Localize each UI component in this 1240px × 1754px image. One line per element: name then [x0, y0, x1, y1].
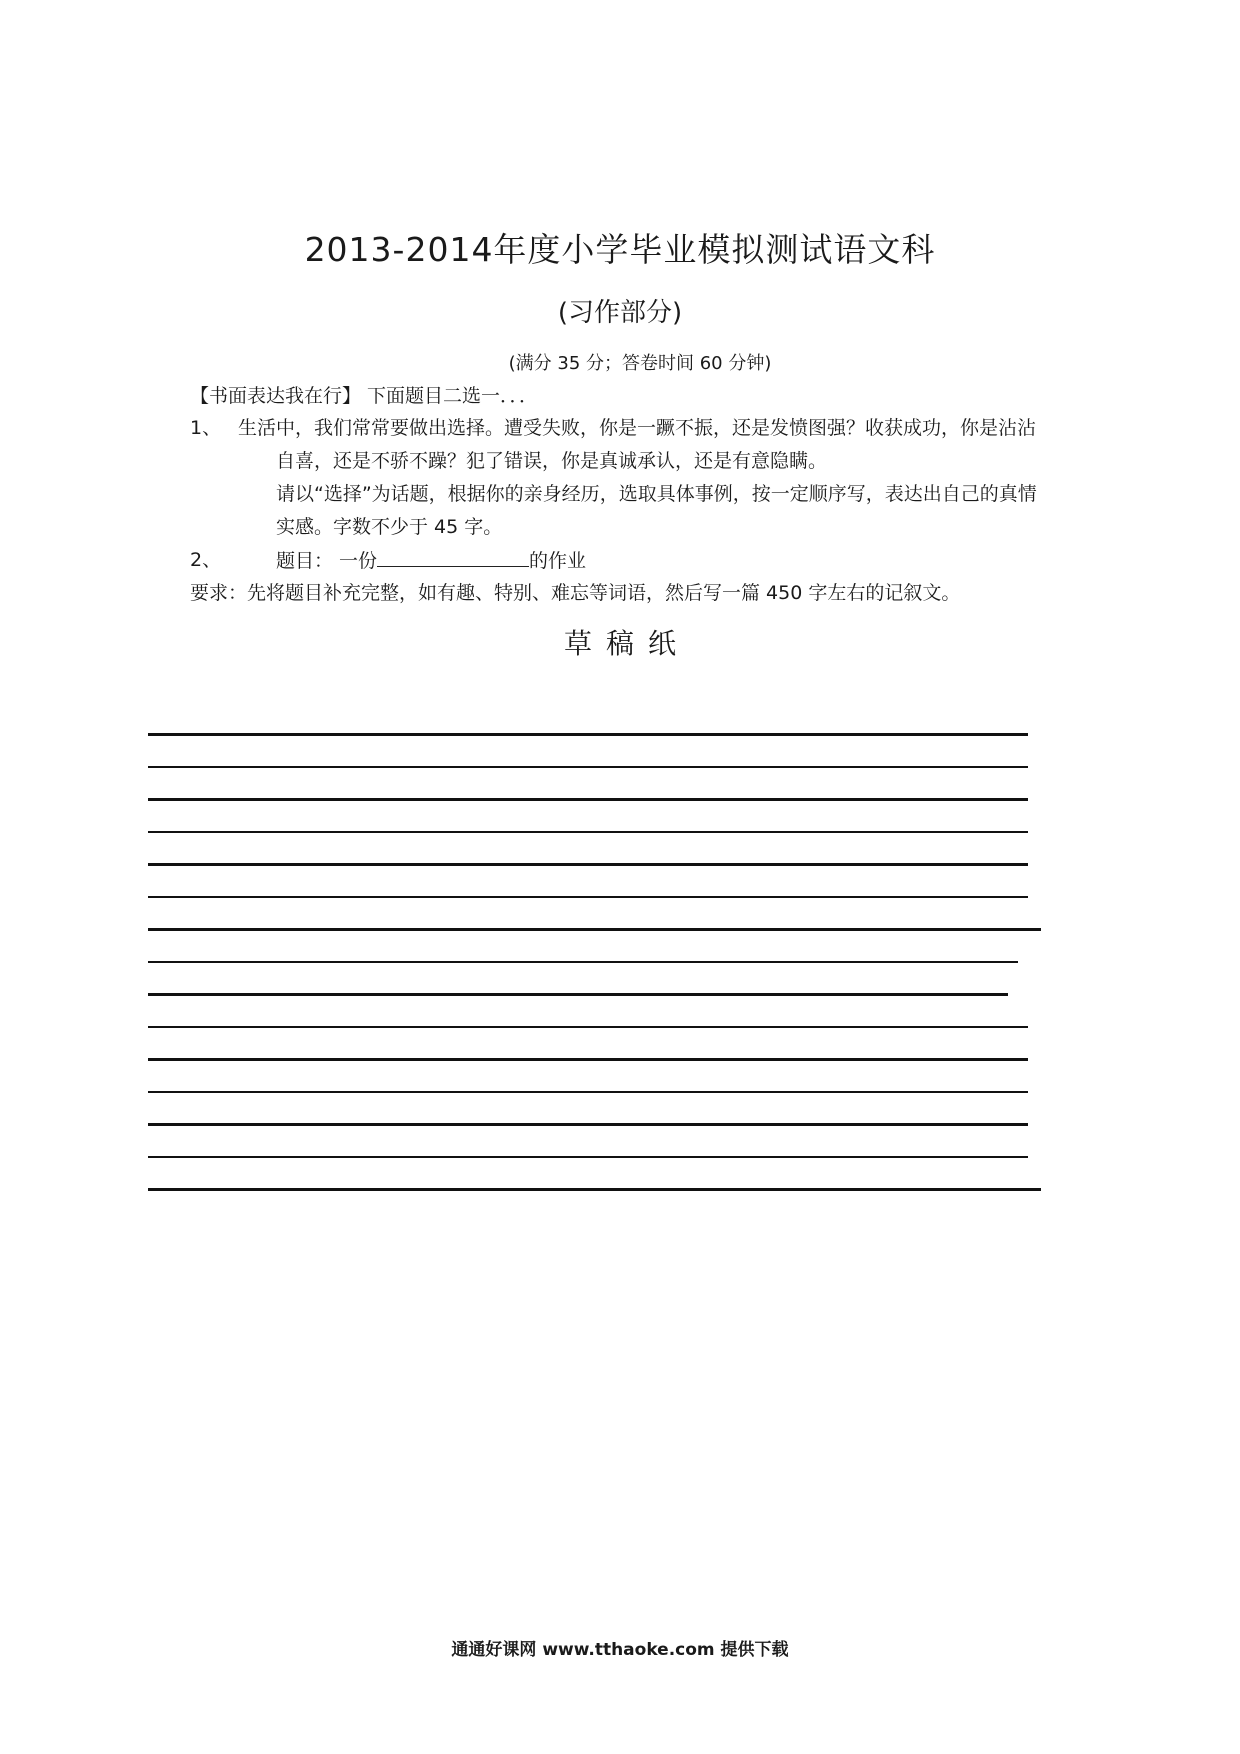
draft-line — [148, 928, 1041, 931]
question-2-prefix: 题目： 一份 — [276, 550, 378, 572]
draft-line — [148, 1058, 1028, 1061]
draft-line — [148, 863, 1028, 866]
requirement-text: 要求：先将题目补充完整，如有趣、特别、难忘等词语，然后写一篇 450 字左右的记叙文。 — [190, 582, 961, 604]
draft-line — [148, 896, 1028, 898]
draft-line — [148, 798, 1028, 801]
question-1-number: 1、 — [190, 417, 222, 439]
draft-line — [148, 766, 1028, 768]
draft-line — [148, 1026, 1028, 1028]
question-2-number: 2、 — [190, 549, 222, 571]
draft-paper-title: 草稿纸 — [563, 627, 690, 660]
footer-source: 通通好课网 www.tthaoke.com 提供下载 — [451, 1640, 789, 1660]
question-1-line-2: 自喜，还是不骄不躁？犯了错误，你是真诚承认，还是有意隐瞒。 — [276, 450, 828, 472]
question-1-line-1: 生活中，我们常常要做出选择。遭受失败，你是一蹶不振，还是发愤图强？收获成功，你是沾沾 — [238, 417, 1037, 439]
draft-line — [148, 1091, 1028, 1093]
draft-line — [148, 1156, 1028, 1158]
page-title: 2013-2014年度小学毕业模拟测试语文科 — [304, 230, 936, 269]
section-header: 【书面表达我在行】 下面题目二选一．．． — [190, 385, 539, 407]
draft-line — [148, 1188, 1041, 1191]
question-1-line-3: 请以“选择”为话题，根据你的亲身经历，选取具体事例，按一定顺序写，表达出自己的真情 — [276, 483, 1037, 505]
draft-line — [148, 993, 1008, 996]
question-2-title — [276, 548, 586, 573]
draft-line — [148, 831, 1028, 833]
draft-line — [148, 961, 1018, 963]
question-1-line-4: 实感。字数不少于 45 字。 — [276, 516, 503, 538]
page-subtitle: (习作部分) — [557, 298, 683, 328]
question-2-suffix: 的作业 — [529, 550, 587, 572]
fill-in-blank[interactable] — [377, 548, 529, 567]
draft-line — [148, 1123, 1028, 1126]
draft-line — [148, 733, 1028, 736]
score-time-info: (满分 35 分；答卷时间 60 分钟) — [508, 353, 772, 374]
